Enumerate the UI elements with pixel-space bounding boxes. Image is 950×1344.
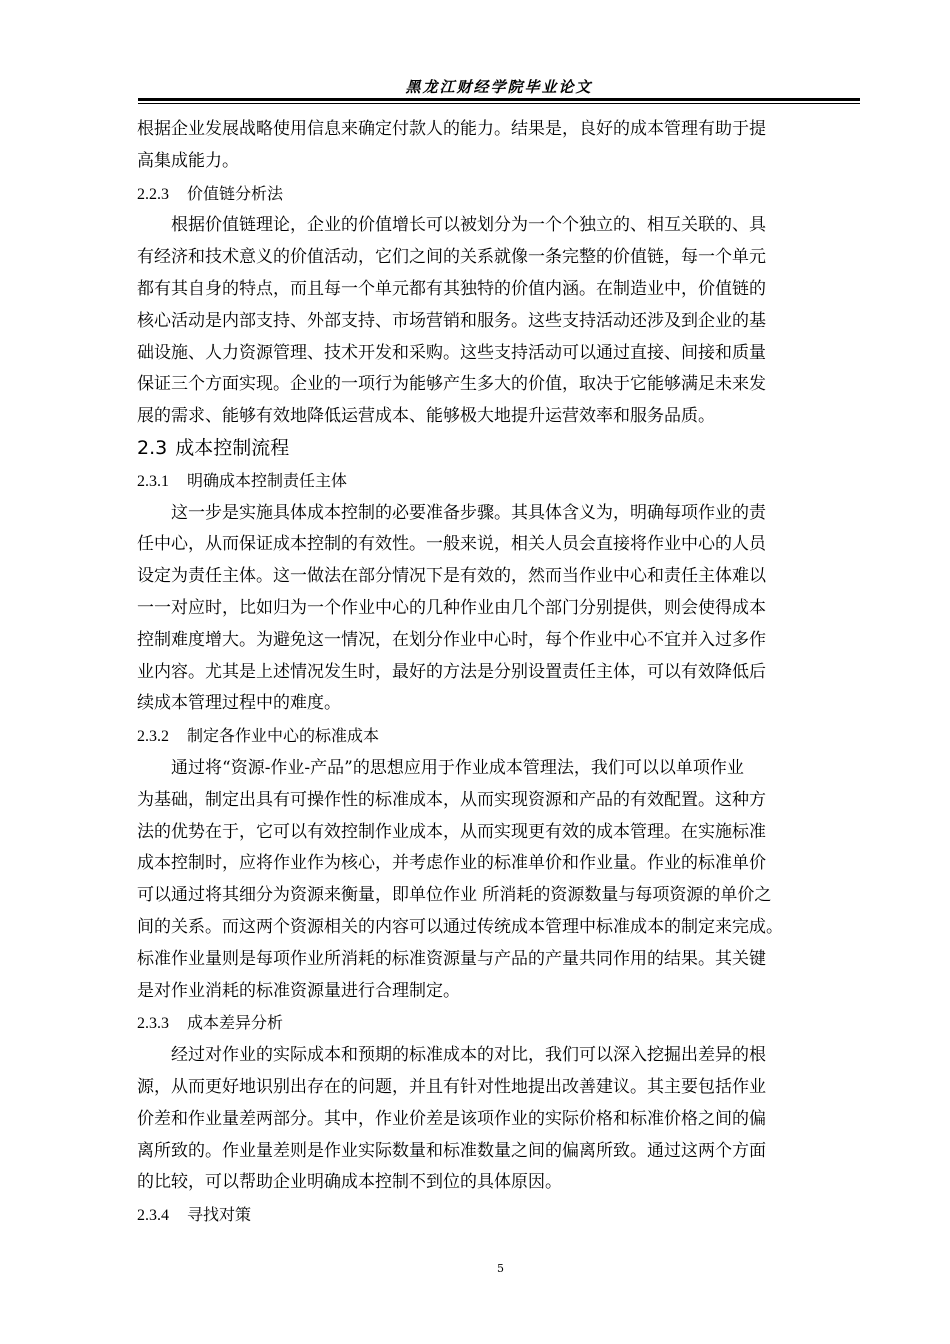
paragraph-line: 有经济和技术意义的价值活动，它们之间的关系就像一条完整的价值链，每一个单元 [137, 247, 766, 268]
paragraph-line: 这一步是实施具体成本控制的必要准备步骤。其具体含义为，明确每项作业的责 [137, 502, 766, 523]
heading-title: 成本控制流程 [175, 436, 290, 459]
paragraph-line: 源，从而更好地识别出存在的问题，并且有针对性地提出改善建议。其主要包括作业 [137, 1076, 766, 1097]
heading-number: 2.2.3 [137, 185, 169, 203]
subsection-heading [137, 1199, 861, 1232]
heading-number: 2.3 [137, 436, 168, 459]
running-header-title: 黑龙江财经学院毕业论文 [405, 78, 593, 96]
paragraph [137, 753, 861, 1007]
paragraph-line: 保证三个方面实现。企业的一项行为能够产生多大的价值，取决于它能够满足未来发 [137, 374, 766, 395]
paragraph-line: 法的优势在于，它可以有效控制作业成本，从而实现更有效的成本管理。在实施标准 [137, 821, 766, 842]
paragraph [137, 114, 861, 178]
header-rule-thick [138, 98, 860, 101]
paragraph-line: 价差和作业量差两部分。其中，作业价差是该项作业的实际价格和标准价格之间的偏 [137, 1108, 766, 1129]
document-body [137, 114, 861, 1232]
subsection-heading [137, 720, 861, 753]
paragraph-line: 标准作业量则是每项作业所消耗的标准资源量与产品的产量共同作用的结果。其关键 [137, 948, 766, 969]
heading-number: 2.3.3 [137, 1015, 169, 1033]
paragraph-line: 控制难度增大。为避免这一情况，在划分作业中心时，每个作业中心不宜并入过多作 [137, 629, 766, 650]
heading-title: 寻找对策 [187, 1205, 252, 1225]
section-heading [137, 433, 861, 465]
paragraph-line: 为基础，制定出具有可操作性的标准成本，从而实现资源和产品的有效配置。这种方 [137, 789, 766, 810]
heading-title: 制定各作业中心的标准成本 [187, 726, 380, 746]
paragraph-line: 任中心，从而保证成本控制的有效性。一般来说，相关人员会直接将作业中心的人员 [137, 534, 766, 555]
heading-number: 2.3.1 [137, 472, 169, 490]
paragraph-line: 可以通过将其细分为资源来衡量，即单位作业 所消耗的资源数量与每项资源的单价之 [137, 885, 772, 906]
paragraph-line: 成本控制时，应将作业作为核心，并考虑作业的标准单价和作业量。作业的标准单价 [137, 853, 766, 874]
paragraph-line: 经过对作业的实际成本和预期的标准成本的对比，我们可以深入挖掘出差异的根 [137, 1045, 766, 1066]
paragraph-line: 根据企业发展战略使用信息来确定付款人的能力。结果是，良好的成本管理有助于提 [137, 119, 766, 139]
subsection-heading [137, 178, 861, 211]
paragraph-line: 间的关系。而这两个资源相关的内容可以通过传统成本管理中标准成本的制定来完成。 [137, 916, 783, 937]
paragraph [137, 1040, 861, 1199]
paragraph-line: 都有其自身的特点，而且每一个单元都有其独特的价值内涵。在制造业中，价值链的 [137, 278, 766, 299]
heading-title: 成本差异分析 [187, 1013, 284, 1033]
paragraph-line: 根据价值链理论，企业的价值增长可以被划分为一个个独立的、相互关联的、具 [137, 215, 766, 236]
paragraph-line: 展的需求、能够有效地降低运营成本、能够极大地提升运营效率和服务品质。 [137, 406, 715, 427]
subsection-heading [137, 465, 861, 498]
paragraph-line: 通过将“资源-作业-产品”的思想应用于作业成本管理法，我们可以以单项作业 [137, 757, 744, 778]
subsection-heading [137, 1007, 861, 1040]
paragraph-line: 续成本管理过程中的难度。 [137, 693, 341, 714]
paragraph-line: 核心活动是内部支持、外部支持、市场营销和服务。这些支持活动还涉及到企业的基 [137, 310, 766, 331]
paragraph-line: 础设施、人力资源管理、技术开发和采购。这些支持活动可以通过直接、间接和质量 [137, 342, 766, 363]
heading-title: 明确成本控制责任主体 [187, 470, 348, 490]
paragraph [137, 210, 861, 433]
page-number: 5 [497, 1262, 504, 1275]
header-rule-thin [138, 103, 860, 104]
paragraph-line: 高集成能力。 [137, 150, 239, 171]
paragraph-line: 业内容。尤其是上述情况发生时，最好的方法是分别设置责任主体，可以有效降低后 [137, 661, 766, 682]
paragraph-line: 离所致的。作业量差则是作业实际数量和标准数量之间的偏离所致。通过这两个方面 [137, 1140, 766, 1161]
heading-title: 价值链分析法 [187, 183, 284, 203]
paragraph-line: 是对作业消耗的标准资源量进行合理制定。 [137, 980, 460, 1001]
heading-number: 2.3.2 [137, 728, 169, 746]
heading-number: 2.3.4 [137, 1207, 169, 1225]
paragraph-line: 一一对应时，比如归为一个作业中心的几种作业由几个部门分别提供，则会使得成本 [137, 597, 766, 618]
paragraph [137, 498, 861, 721]
paragraph-line: 设定为责任主体。这一做法在部分情况下是有效的，然而当作业中心和责任主体难以 [137, 566, 766, 587]
paragraph-line: 的比较，可以帮助企业明确成本控制不到位的具体原因。 [137, 1172, 562, 1193]
